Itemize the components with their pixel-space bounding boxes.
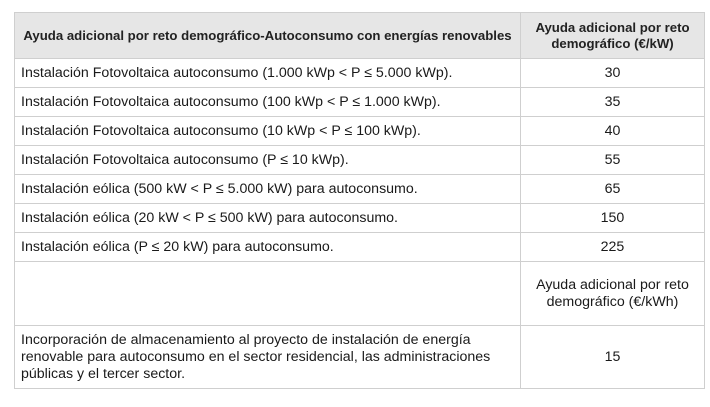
table-row [15, 204, 705, 233]
header-aid-per-kw: Ayuda adicional por reto demográfico (€/kW) [521, 13, 705, 59]
subheader-aid-per-kwh: Ayuda adicional por reto demográfico (€/kWh) [521, 262, 705, 326]
aid-table [14, 12, 705, 389]
table-header-row [15, 13, 705, 59]
row-label: Instalación Fotovoltaica autoconsumo (10 kWp < P ≤ 100 kWp). [15, 117, 521, 146]
row-value: 225 [521, 233, 705, 262]
row-label: Instalación Fotovoltaica autoconsumo (1.000 kWp < P ≤ 5.000 kWp). [15, 59, 521, 88]
row-label: Instalación eólica (20 kW < P ≤ 500 kW) para autoconsumo. [15, 204, 521, 233]
table-row [15, 117, 705, 146]
row-value: 35 [521, 88, 705, 117]
table-row [15, 59, 705, 88]
subheader-empty-cell [15, 262, 521, 326]
table-row [15, 88, 705, 117]
row-value: 150 [521, 204, 705, 233]
table-row [15, 146, 705, 175]
row-label: Instalación eólica (500 kW < P ≤ 5.000 kW) para autoconsumo. [15, 175, 521, 204]
row-value: 40 [521, 117, 705, 146]
row-label: Instalación eólica (P ≤ 20 kW) para autoconsumo. [15, 233, 521, 262]
table-subheader-row [15, 262, 705, 326]
row-label: Instalación Fotovoltaica autoconsumo (P ≤ 10 kWp). [15, 146, 521, 175]
header-description: Ayuda adicional por reto demográfico-Autoconsumo con energías renovables [15, 13, 521, 59]
storage-row-value: 15 [521, 326, 705, 389]
row-value: 30 [521, 59, 705, 88]
row-value: 55 [521, 146, 705, 175]
row-value: 65 [521, 175, 705, 204]
row-label: Instalación Fotovoltaica autoconsumo (100 kWp < P ≤ 1.000 kWp). [15, 88, 521, 117]
table-row [15, 233, 705, 262]
table-row [15, 175, 705, 204]
storage-row-label: Incorporación de almacenamiento al proyecto de instalación de energía renovable para autoconsumo en el sector residencial, las administraciones públicas y el tercer sector. [15, 326, 521, 389]
table-row-storage [15, 326, 705, 389]
